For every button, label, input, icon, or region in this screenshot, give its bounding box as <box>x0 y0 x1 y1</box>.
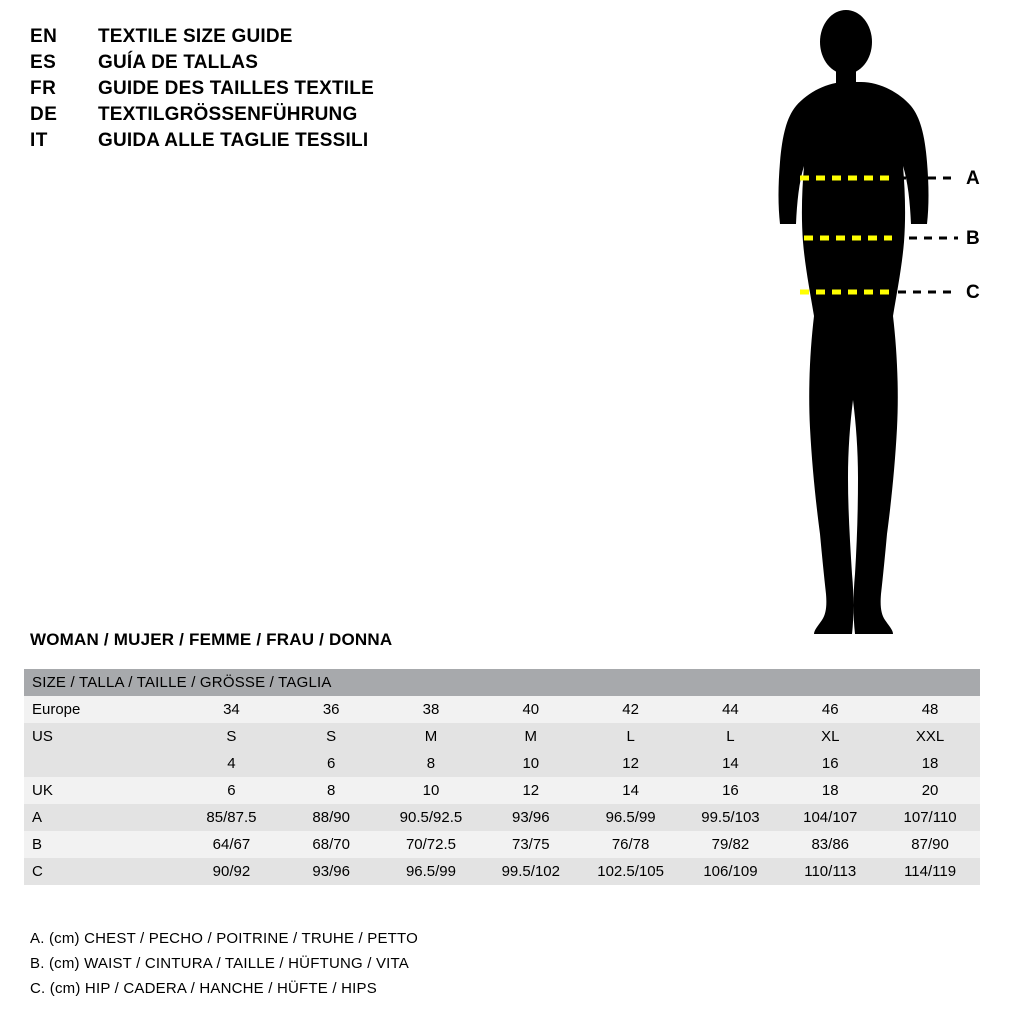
table-cell: 106/109 <box>703 863 758 880</box>
table-cell: XXL <box>915 728 945 745</box>
row-label: UK <box>32 782 53 799</box>
table-row <box>24 777 980 804</box>
female-silhouette-icon <box>700 10 1010 640</box>
table-cell: 44 <box>722 701 739 718</box>
table-cell: 96.5/99 <box>605 809 656 826</box>
table-header-label: SIZE / TALLA / TAILLE / GRÖSSE / TAGLIA <box>32 674 332 691</box>
table-cell: 110/113 <box>804 863 857 880</box>
table-cell: 10 <box>422 782 440 799</box>
table-row <box>24 696 980 723</box>
title-lang-code: ES <box>30 52 57 73</box>
row-label <box>24 750 182 777</box>
title-lang-code: FR <box>30 78 57 99</box>
table-cell: M <box>524 728 538 745</box>
title-row <box>30 26 490 52</box>
title-text: GUÍA DE TALLAS <box>98 52 259 73</box>
section-heading-woman: WOMAN / MUJER / FEMME / FRAU / DONNA <box>30 630 393 649</box>
table-cell: 90/92 <box>212 863 251 880</box>
table-cell: 83/86 <box>811 836 850 853</box>
title-text: GUIDE DES TAILLES TEXTILE <box>98 78 374 99</box>
table-cell: 114/119 <box>904 863 957 880</box>
row-label: B <box>32 836 43 853</box>
table-row <box>24 831 980 858</box>
table-cell: 73/75 <box>512 836 550 853</box>
title-lang-code: IT <box>30 130 48 151</box>
table-cell: 93/96 <box>512 809 550 826</box>
size-table <box>24 669 980 885</box>
table-cell: 68/70 <box>312 836 350 853</box>
title-row <box>30 78 490 104</box>
table-cell: 99.5/102 <box>501 863 560 880</box>
table-cell: L <box>726 728 735 745</box>
legend-line-b: B. (cm) WAIST / CINTURA / TAILLE / HÜFTUNG / VITA <box>30 955 409 972</box>
table-cell: 12 <box>622 755 639 772</box>
legend-block <box>30 930 418 1005</box>
table-row <box>24 723 980 750</box>
table-row <box>24 804 980 831</box>
table-cell: 38 <box>422 701 440 718</box>
table-cell: 8 <box>426 755 436 772</box>
title-text: TEXTILGRÖSSENFÜHRUNG <box>98 104 358 125</box>
table-cell: S <box>226 728 237 745</box>
table-cell: 14 <box>622 782 639 799</box>
table-cell: 48 <box>921 701 939 718</box>
table-cell: 6 <box>227 782 236 799</box>
legend-line-a: A. (cm) CHEST / PECHO / POITRINE / TRUHE / PETTO <box>30 930 418 947</box>
measure-label-a: A <box>966 168 980 189</box>
table-cell: 93/96 <box>312 863 350 880</box>
table-cell: 42 <box>622 701 639 718</box>
table-row <box>24 750 980 777</box>
row-label: Europe <box>32 701 81 718</box>
title-row <box>30 104 490 130</box>
table-cell: 90.5/92.5 <box>399 809 463 826</box>
table-cell: 20 <box>921 782 939 799</box>
row-label: C <box>32 863 43 880</box>
measure-label-c: C <box>966 282 980 303</box>
figure-block <box>700 10 1010 640</box>
title-lang-code: DE <box>30 104 58 125</box>
table-cell: 96.5/99 <box>405 863 456 880</box>
table-cell: 102.5/105 <box>597 863 664 880</box>
table-cell: 16 <box>722 782 739 799</box>
table-cell: 76/78 <box>611 836 650 853</box>
table-cell: 16 <box>821 755 839 772</box>
measure-label-b: B <box>966 228 980 249</box>
table-cell: 4 <box>227 755 236 772</box>
table-cell: 87/90 <box>911 836 949 853</box>
table-cell: 99.5/103 <box>701 809 760 826</box>
table-cell: 107/110 <box>903 809 957 826</box>
table-cell: 10 <box>522 755 540 772</box>
table-cell: 46 <box>821 701 839 718</box>
table-cell: 14 <box>722 755 739 772</box>
table-cell: 18 <box>921 755 939 772</box>
table-cell: 85/87.5 <box>206 809 257 826</box>
table-cell: XL <box>821 728 840 745</box>
table-cell: L <box>626 728 635 745</box>
table-header-row <box>24 669 980 696</box>
table-cell: S <box>326 728 337 745</box>
title-text: GUIDA ALLE TAGLIE TESSILI <box>98 130 369 151</box>
title-row <box>30 52 490 78</box>
table-cell: 104/107 <box>803 809 858 826</box>
row-label: US <box>32 728 53 745</box>
title-row <box>30 130 490 156</box>
table-cell: 88/90 <box>312 809 350 826</box>
table-cell: 64/67 <box>212 836 251 853</box>
table-cell: 12 <box>522 782 540 799</box>
legend-line-c: C. (cm) HIP / CADERA / HANCHE / HÜFTE / HIPS <box>30 980 377 997</box>
table-cell: 70/72.5 <box>405 836 456 853</box>
title-lang-code: EN <box>30 26 58 47</box>
table-cell: 18 <box>821 782 839 799</box>
table-row <box>24 858 980 885</box>
title-block <box>30 26 490 156</box>
table-cell: 36 <box>322 701 340 718</box>
table-cell: M <box>424 728 438 745</box>
title-text: TEXTILE SIZE GUIDE <box>98 26 293 47</box>
table-cell: 34 <box>223 701 240 718</box>
row-label: A <box>32 809 43 826</box>
table-cell: 6 <box>327 755 336 772</box>
table-cell: 40 <box>522 701 540 718</box>
table-cell: 79/82 <box>711 836 750 853</box>
table-cell: 8 <box>327 782 336 799</box>
